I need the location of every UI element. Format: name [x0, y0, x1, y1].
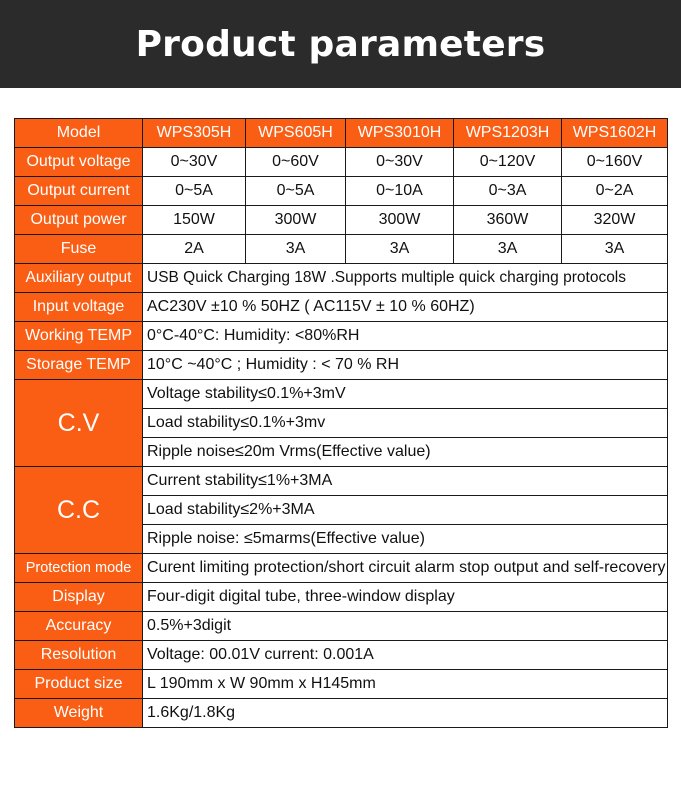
- table-cell: 3A: [562, 235, 668, 264]
- row-label: Working TEMP: [15, 322, 143, 351]
- model-name: WPS1602H: [562, 119, 668, 148]
- table-cell: Voltage: 00.01V current: 0.001A: [143, 641, 668, 670]
- parameters-table: [14, 118, 668, 728]
- input-voltage-row: [15, 293, 668, 322]
- table-cell: 0~30V: [346, 148, 454, 177]
- output-voltage-row: [15, 148, 668, 177]
- table-cell: 0°C-40°C: Humidity: <80%RH: [143, 322, 668, 351]
- table-cell: 0.5%+3digit: [143, 612, 668, 641]
- fuse-row: [15, 235, 668, 264]
- table-cell: USB Quick Charging 18W .Supports multiple quick charging protocols: [143, 264, 668, 293]
- accuracy-row: [15, 612, 668, 641]
- table-cell: Current stability≤1%+3MA: [143, 467, 668, 496]
- weight-row: [15, 699, 668, 728]
- table-cell: 2A: [143, 235, 246, 264]
- row-label: Protection mode: [15, 554, 143, 583]
- output-current-row: [15, 177, 668, 206]
- display-row: [15, 583, 668, 612]
- table-cell: 0~3A: [454, 177, 562, 206]
- table-cell: 0~2A: [562, 177, 668, 206]
- product-size-row: [15, 670, 668, 699]
- output-power-row: [15, 206, 668, 235]
- row-label: Output current: [15, 177, 143, 206]
- model-name: WPS305H: [143, 119, 246, 148]
- model-row: [15, 119, 668, 148]
- row-label: Output power: [15, 206, 143, 235]
- table-cell: 150W: [143, 206, 246, 235]
- table-cell: 10°C ~40°C ; Humidity : < 70 % RH: [143, 351, 668, 380]
- row-label: Storage TEMP: [15, 351, 143, 380]
- table-cell: 3A: [346, 235, 454, 264]
- table-cell: AC230V ±10 % 50HZ ( AC115V ± 10 % 60HZ): [143, 293, 668, 322]
- table-cell: 3A: [246, 235, 346, 264]
- table-cell: 300W: [346, 206, 454, 235]
- row-label: Input voltage: [15, 293, 143, 322]
- table-cell: Load stability≤0.1%+3mv: [143, 409, 668, 438]
- model-label: Model: [15, 119, 143, 148]
- table-cell: 0~30V: [143, 148, 246, 177]
- row-label: Fuse: [15, 235, 143, 264]
- table-cell: 0~60V: [246, 148, 346, 177]
- table-cell: 0~160V: [562, 148, 668, 177]
- working-temp-row: [15, 322, 668, 351]
- table-cell: Load stability≤2%+3MA: [143, 496, 668, 525]
- header-banner: [0, 0, 681, 88]
- table-cell: 360W: [454, 206, 562, 235]
- page-title: Product parameters: [135, 23, 546, 65]
- table-cell: 0~5A: [143, 177, 246, 206]
- table-cell: L 190mm x W 90mm x H145mm: [143, 670, 668, 699]
- row-label: Accuracy: [15, 612, 143, 641]
- cv-label: C.V: [15, 380, 143, 467]
- row-label: Product size: [15, 670, 143, 699]
- table-cell: 3A: [454, 235, 562, 264]
- table-cell: 0~120V: [454, 148, 562, 177]
- model-name: WPS3010H: [346, 119, 454, 148]
- table-cell: Four-digit digital tube, three-window display: [143, 583, 668, 612]
- table-cell: Voltage stability≤0.1%+3mV: [143, 380, 668, 409]
- table-cell: 320W: [562, 206, 668, 235]
- table-cell: 300W: [246, 206, 346, 235]
- row-label: Display: [15, 583, 143, 612]
- table-cell: 0~10A: [346, 177, 454, 206]
- model-name: WPS1203H: [454, 119, 562, 148]
- row-label: Auxiliary output: [15, 264, 143, 293]
- table-cell: 1.6Kg/1.8Kg: [143, 699, 668, 728]
- cc-row: [15, 467, 668, 496]
- auxiliary-output-row: [15, 264, 668, 293]
- row-label: Resolution: [15, 641, 143, 670]
- cv-row: [15, 380, 668, 409]
- cc-label: C.C: [15, 467, 143, 554]
- model-name: WPS605H: [246, 119, 346, 148]
- row-label: Output voltage: [15, 148, 143, 177]
- table-cell: Curent limiting protection/short circuit alarm stop output and self-recovery: [143, 554, 668, 583]
- table-cell: Ripple noise≤20m Vrms(Effective value): [143, 438, 668, 467]
- resolution-row: [15, 641, 668, 670]
- table-cell: 0~5A: [246, 177, 346, 206]
- protection-mode-row: [15, 554, 668, 583]
- row-label: Weight: [15, 699, 143, 728]
- storage-temp-row: [15, 351, 668, 380]
- table-cell: Ripple noise: ≤5marms(Effective value): [143, 525, 668, 554]
